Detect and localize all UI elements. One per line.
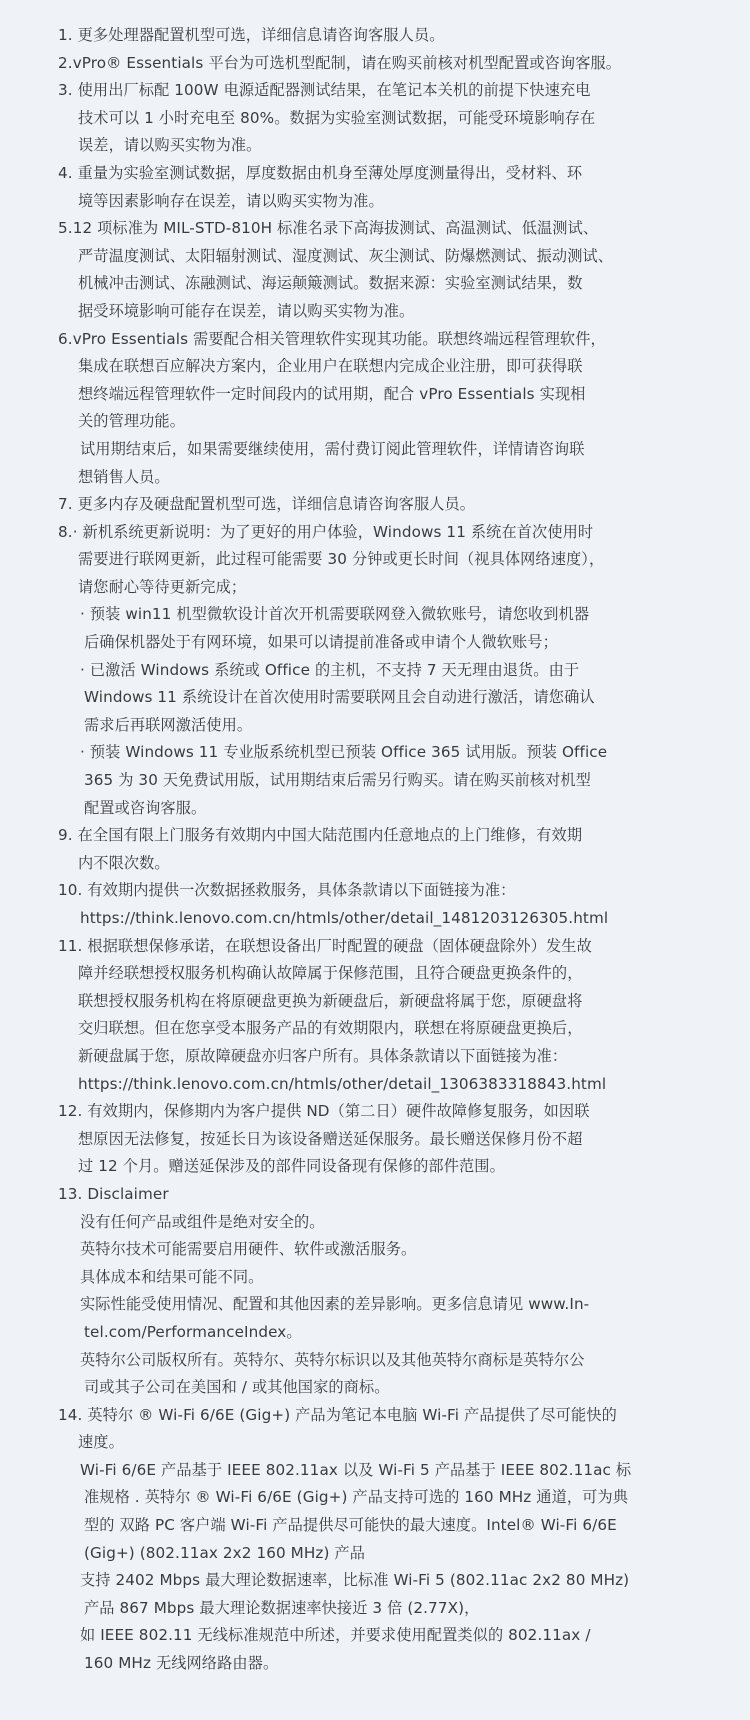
note-line: 后确保机器处于有网环境，如果可以请提前准备或申请个人微软账号； xyxy=(84,633,558,652)
note-line: 集成在联想百应解决方案内，企业用户在联想内完成企业注册，即可获得联 xyxy=(78,357,583,376)
note-line: 具体成本和结果可能不同。 xyxy=(80,1267,264,1286)
note-line: 试用期结束后，如果需要继续使用，需付费订阅此管理软件，详情请咨询联 xyxy=(80,439,585,458)
note-line: 10. 有效期内提供一次数据拯救服务，具体条款请以下面链接为准： xyxy=(58,881,516,900)
note-line: 需求后再联网激活使用。 xyxy=(84,715,253,734)
note-line: 请您耐心等待更新完成； xyxy=(78,577,247,596)
note-line: 机械冲击测试、冻融测试、海运颠簸测试。数据来源：实验室测试结果，数 xyxy=(78,274,583,293)
note-line: Wi-Fi 6/6E 产品基于 IEEE 802.11ax 以及 Wi-Fi 5 产品基于 IEEE 802.11ac 标 xyxy=(80,1460,632,1479)
note-line: 内不限次数。 xyxy=(78,853,170,872)
note-line: 14. 英特尔 ® Wi-Fi 6/6E (Gig+) 产品为笔记本电脑 Wi-Fi 产品提供了尽可能快的 xyxy=(58,1405,617,1424)
note-line: 新硬盘属于您，原故障硬盘亦归客户所有。具体条款请以下面链接为准： xyxy=(78,1046,568,1065)
note-line: 3. 使用出厂标配 100W 电源适配器测试结果，在笔记本关机的前提下快速充电 xyxy=(58,81,591,100)
note-line: 13. Disclaimer xyxy=(58,1184,169,1203)
note-line: · 预装 Windows 11 专业版系统机型已预装 Office 365 试用版。预装 Office xyxy=(80,743,608,762)
note-line: 如 IEEE 802.11 无线标准规范中所述，并要求使用配置类似的 802.11ax / xyxy=(80,1626,591,1645)
note-line: 准规格 . 英特尔 ® Wi-Fi 6/6E (Gig+) 产品支持可选的 160 MHz 通道，可为典 xyxy=(84,1488,629,1507)
note-line: 7. 更多内存及硬盘配置机型可选，详细信息请咨询客服人员。 xyxy=(58,495,476,514)
note-line: 5.12 项标准为 MIL-STD-810H 标准名录下高海拔测试、高温测试、低温测试、 xyxy=(58,219,599,238)
note-line: 过 12 个月。赠送延保涉及的部件同设备现有保修的部件范围。 xyxy=(78,1157,505,1176)
note-line: 6.vPro Essentials 需要配合相关管理软件实现其功能。联想终端远程管理软件， xyxy=(58,329,606,348)
note-line: 误差，请以购买实物为准。 xyxy=(78,136,262,155)
note-line: 160 MHz 无线网络路由器。 xyxy=(84,1654,279,1673)
note-line: 11. 根据联想保修承诺，在联想设备出厂时配置的硬盘（固体硬盘除外）发生故 xyxy=(58,936,592,955)
note-line: 想销售人员。 xyxy=(78,467,170,486)
note-line: 想终端远程管理软件一定时间段内的试用期，配合 vPro Essentials 实现相 xyxy=(78,384,586,403)
note-link[interactable]: https://think.lenovo.com.cn/htmls/other/detail_1481203126305.html xyxy=(80,909,609,927)
note-line: 产品 867 Mbps 最大理论数据速率快接近 3 倍 (2.77X)， xyxy=(84,1598,480,1617)
note-line: 2.vPro® Essentials 平台为可选机型配制，请在购买前核对机型配置或咨询客服。 xyxy=(58,53,622,72)
note-line: 司或其子公司在美国和 / 或其他国家的商标。 xyxy=(84,1378,390,1397)
note-line: 据受环境影响可能存在误差，请以购买实物为准。 xyxy=(78,301,415,320)
note-line: 实际性能受使用情况、配置和其他因素的差异影响。更多信息请见 www.In- xyxy=(80,1295,590,1314)
note-link[interactable]: https://think.lenovo.com.cn/htmls/other/detail_1306383318843.html xyxy=(78,1074,607,1093)
note-line: 障并经联想授权服务机构确认故障属于保修范围，且符合硬盘更换条件的， xyxy=(78,964,583,983)
note-line: 没有任何产品或组件是绝对安全的。 xyxy=(80,1212,325,1231)
note-line: 4. 重量为实验室测试数据，厚度数据由机身至薄处厚度测量得出，受材料、环 xyxy=(58,163,583,182)
note-line: 配置或咨询客服。 xyxy=(84,798,207,817)
note-line: 英特尔公司版权所有。英特尔、英特尔标识以及其他英特尔商标是英特尔公 xyxy=(80,1350,585,1369)
note-line: 型的 双路 PC 客户端 Wi-Fi 产品提供尽可能快的最大速度。Intel® Wi-Fi 6/6E xyxy=(84,1516,617,1535)
note-line: 速度。 xyxy=(78,1433,124,1452)
note-line: 严苛温度测试、太阳辐射测试、湿度测试、灰尘测试、防爆燃测试、振动测试、 xyxy=(78,246,614,265)
note-line: 8.· 新机系统更新说明：为了更好的用户体验，Windows 11 系统在首次使用时 xyxy=(58,522,594,541)
note-line: 12. 有效期内，保修期内为客户提供 ND（第二日）硬件故障修复服务，如因联 xyxy=(58,1102,590,1121)
note-line: 关的管理功能。 xyxy=(78,412,186,431)
note-line: 联想授权服务机构在将原硬盘更换为新硬盘后，新硬盘将属于您，原硬盘将 xyxy=(78,991,583,1010)
note-line: (Gig+) (802.11ax 2x2 160 MHz) 产品 xyxy=(84,1543,366,1562)
note-line: 需要进行联网更新，此过程可能需要 30 分钟或更长时间（视具体网络速度）， xyxy=(78,550,605,569)
note-line: 技术可以 1 小时充电至 80%。数据为实验室测试数据，可能受环境影响存在 xyxy=(78,108,596,127)
note-line: tel.com/PerformanceIndex。 xyxy=(84,1322,302,1341)
note-line: 365 为 30 天免费试用版，试用期结束后需另行购买。请在购买前核对机型 xyxy=(84,771,591,790)
note-line: 境等因素影响存在误差，请以购买实物为准。 xyxy=(78,191,384,210)
note-line: · 预装 win11 机型微软设计首次开机需要联网登入微软账号，请您收到机器 xyxy=(80,605,590,624)
note-line: Windows 11 系统设计在首次使用时需要联网且会自动进行激活，请您确认 xyxy=(84,688,595,707)
note-line: 想原因无法修复，按延长日为该设备赠送延保服务。最长赠送保修月份不超 xyxy=(78,1129,583,1148)
note-line: 1. 更多处理器配置机型可选，详细信息请咨询客服人员。 xyxy=(58,26,445,44)
note-line: 交归联想。但在您享受本服务产品的有效期限内，联想在将原硬盘更换后， xyxy=(78,1019,583,1038)
note-line: 支持 2402 Mbps 最大理论数据速率，比标准 Wi-Fi 5 (802.11ac 2x2 80 MHz) xyxy=(80,1571,630,1590)
note-line: 9. 在全国有限上门服务有效期内中国大陆范围内任意地点的上门维修，有效期 xyxy=(58,826,583,845)
note-line: · 已激活 Windows 系统或 Office 的主机，不支持 7 天无理由退货。由于 xyxy=(80,660,580,679)
note-line: 英特尔技术可能需要启用硬件、软件或激活服务。 xyxy=(80,1240,417,1259)
